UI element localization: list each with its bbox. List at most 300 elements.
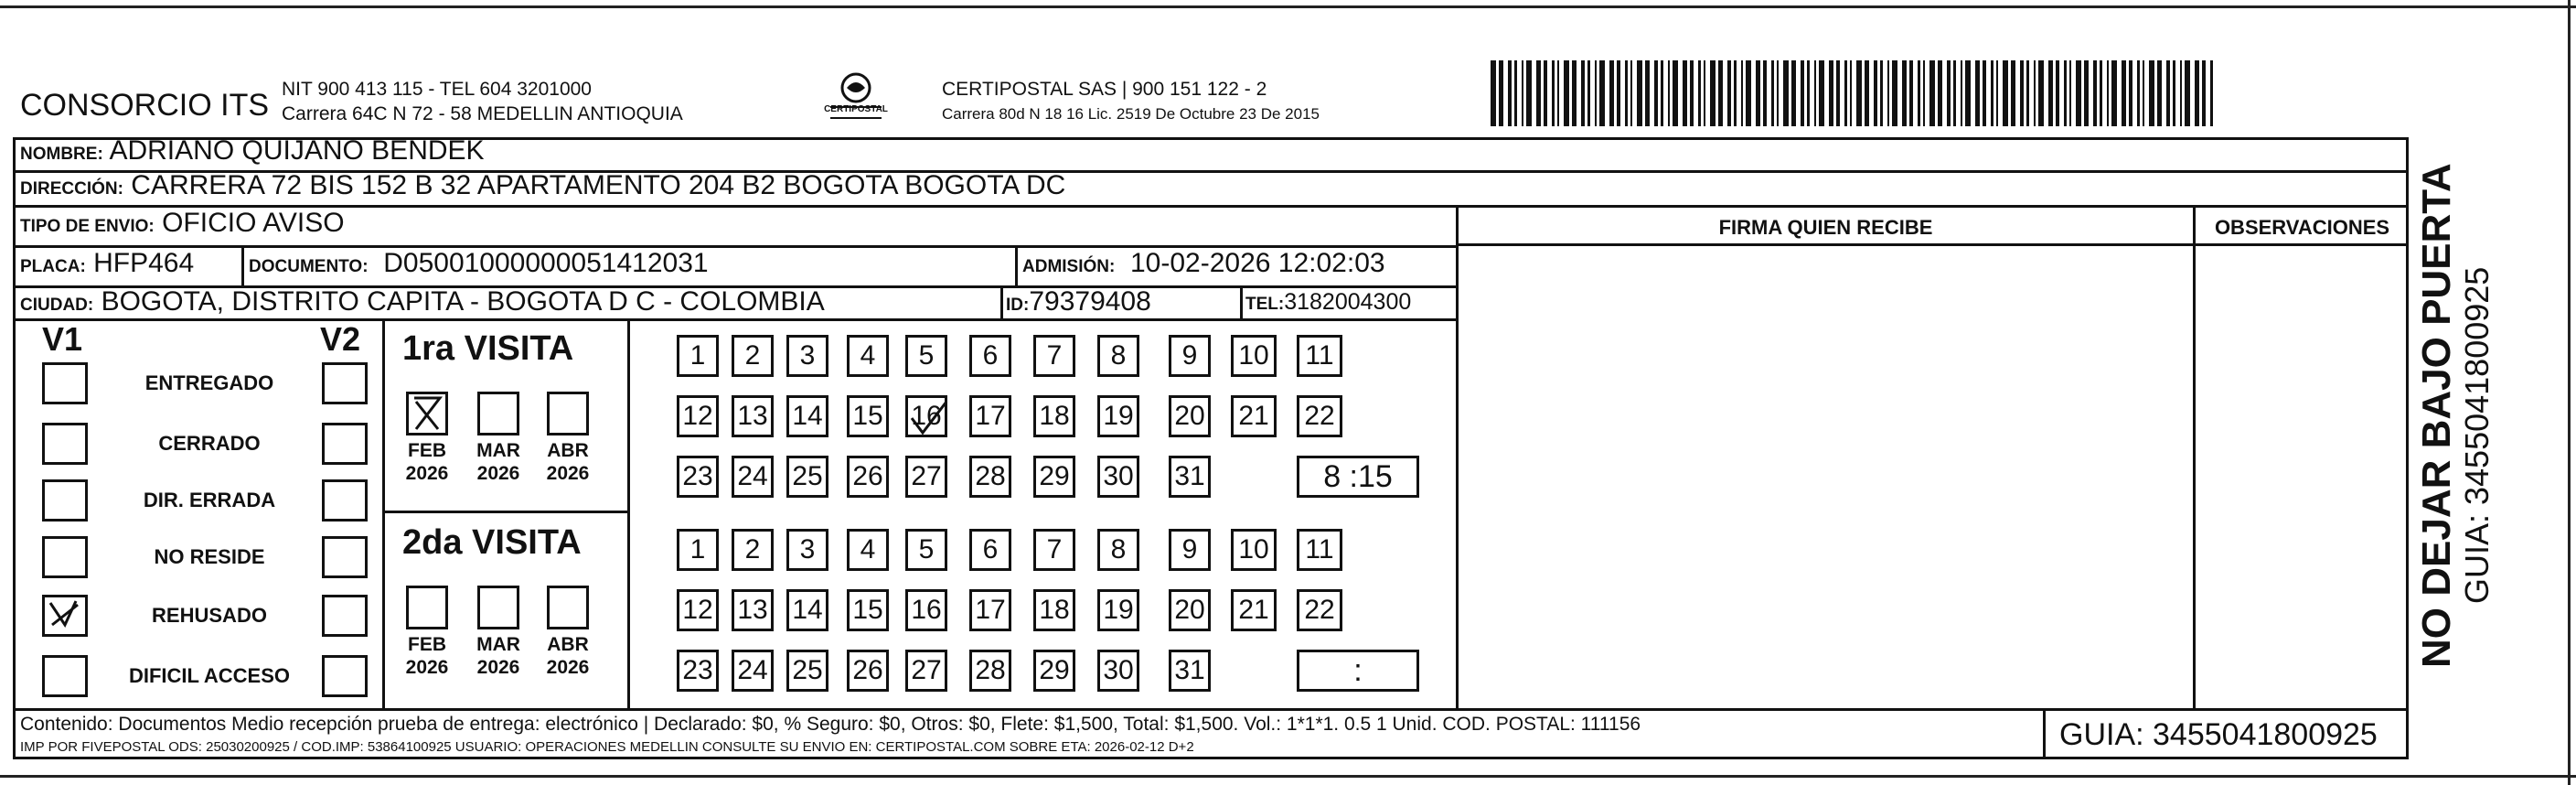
- month-label: [474, 633, 523, 679]
- day-number: 2: [744, 340, 761, 371]
- day-cell[interactable]: [732, 456, 774, 498]
- day-number: 8: [1110, 534, 1127, 565]
- id-row: [1006, 286, 1151, 317]
- status-label: DIR. ERRADA: [143, 489, 276, 511]
- month-label: [543, 633, 593, 679]
- status-label: REHUSADO: [152, 604, 267, 627]
- barcode-bar: [1791, 60, 1796, 126]
- day-number: 18: [1039, 401, 1070, 431]
- top-border: [0, 5, 2576, 8]
- guia-number: GUIA: 3455041800925: [2059, 717, 2378, 752]
- day-number: 10: [1238, 340, 1269, 371]
- barcode-bar: [1526, 60, 1532, 126]
- tipo-row: [20, 208, 345, 239]
- month-year: 2026: [546, 463, 590, 484]
- day-number: 30: [1103, 461, 1134, 491]
- day-number: 4: [860, 340, 876, 371]
- day-cell[interactable]: [905, 395, 947, 437]
- ciudad-value: BOGOTA, DISTRITO CAPITA - BOGOTA D C - COLOMBIA: [101, 286, 825, 317]
- day-cell[interactable]: [1033, 395, 1075, 437]
- firma-header: FIRMA QUIEN RECIBE: [1718, 216, 1933, 239]
- day-number: 19: [1103, 595, 1134, 625]
- barcode-bar: [1617, 60, 1620, 126]
- day-number: 14: [792, 595, 823, 625]
- barcode-bar: [1902, 60, 1907, 126]
- barcode-bar: [2149, 60, 2154, 126]
- day-cell[interactable]: [969, 456, 1011, 498]
- barcode-bar: [1564, 60, 1569, 126]
- day-number: 10: [1238, 534, 1269, 565]
- day-number: 18: [1039, 595, 1070, 625]
- month-label: [402, 439, 452, 485]
- day-number: 1: [689, 340, 706, 371]
- month-name: FEB: [408, 440, 446, 461]
- day-number: 26: [852, 655, 883, 685]
- month-year: 2026: [405, 463, 449, 484]
- day-cell[interactable]: [677, 335, 719, 377]
- day-cell[interactable]: [786, 529, 828, 571]
- day-cell[interactable]: [1169, 650, 1211, 692]
- nit-line: NIT 900 413 115 - TEL 604 3201000: [282, 79, 592, 100]
- day-cell[interactable]: [732, 335, 774, 377]
- v2-header: V2: [320, 320, 361, 358]
- barcode-bar: [1996, 60, 1998, 126]
- status-label: CERRADO: [158, 432, 261, 455]
- certipostal-logo-icon: [814, 70, 898, 126]
- month-year: 2026: [546, 657, 590, 678]
- barcode-bar: [1698, 60, 1701, 126]
- day-cell[interactable]: [732, 589, 774, 631]
- barcode-bar: [1829, 60, 1833, 126]
- right-border: [2568, 0, 2571, 785]
- barcode-bar: [1491, 60, 1496, 126]
- day-number: 15: [852, 401, 883, 431]
- barcode-bar: [1777, 60, 1779, 126]
- day-cell[interactable]: [786, 650, 828, 692]
- day-number: 9: [1181, 534, 1198, 565]
- day-cell[interactable]: [1033, 456, 1075, 498]
- day-cell[interactable]: [677, 529, 719, 571]
- visit-title: 1ra VISITA: [402, 329, 574, 368]
- day-cell[interactable]: [905, 529, 947, 571]
- col-divider: [627, 318, 630, 710]
- day-number: 7: [1046, 340, 1063, 371]
- day-number: 1: [689, 534, 706, 565]
- no-dejar-text: NO DEJAR BAJO PUERTA: [2414, 163, 2459, 668]
- day-cell[interactable]: [786, 589, 828, 631]
- day-cell[interactable]: [1231, 395, 1277, 437]
- barcode-bar: [2100, 60, 2102, 126]
- col-divider: [241, 245, 244, 287]
- footer-imp: IMP POR FIVEPOSTAL ODS: 25030200925 / COD.IMP: 53864100925 USUARIO: OPERACIONES MEDELLIN CONSULTE SU ENVIO EN: CERTIPOSTAL.COM SOBRE ETA: 2026-02-12 D+2: [20, 739, 1194, 755]
- col-divider: [382, 318, 385, 710]
- barcode-bar: [1587, 60, 1590, 126]
- day-cell[interactable]: [1033, 589, 1075, 631]
- day-cell[interactable]: [1097, 395, 1139, 437]
- barcode-bar: [2069, 60, 2071, 126]
- v1-checkbox[interactable]: [42, 595, 88, 637]
- barcode-bar: [1923, 60, 1925, 126]
- barcode-bar: [1850, 60, 1852, 126]
- day-cell[interactable]: [1097, 650, 1139, 692]
- tipo-value: OFICIO AVISO: [162, 208, 345, 238]
- month-name: ABR: [547, 634, 589, 655]
- placa-row: [20, 248, 194, 279]
- tel-label: TEL:: [1245, 295, 1285, 314]
- month-year: 2026: [405, 657, 449, 678]
- day-number: 23: [682, 655, 713, 685]
- v2-checkbox[interactable]: [322, 595, 368, 637]
- day-number: 9: [1181, 340, 1198, 371]
- day-cell[interactable]: [677, 395, 719, 437]
- day-number: 22: [1304, 401, 1335, 431]
- bottom-border: [0, 775, 2576, 778]
- month-checkbox[interactable]: [406, 392, 448, 436]
- barcode-bar: [2122, 60, 2126, 126]
- day-number: 2: [744, 534, 761, 565]
- col-divider: [2193, 205, 2196, 710]
- barcode-bar: [1983, 60, 1986, 126]
- day-number: 5: [918, 340, 935, 371]
- month-checkbox[interactable]: [477, 392, 519, 436]
- barcode-bar: [1880, 60, 1883, 126]
- nombre-label: NOMBRE:: [20, 145, 103, 164]
- barcode-bar: [1581, 60, 1585, 126]
- footer-content: Contenido: Documentos Medio recepción prueba de entrega: electrónico | Declarado: $0, % Seguro: $0, Otros: $0, Flete: $1,500, Total: $1,500. Vol.: 1*1*1. 0.5 1 Unid. COD. POSTAL: 111156: [20, 714, 1641, 735]
- barcode-bar: [1929, 60, 1935, 126]
- day-cell[interactable]: [905, 589, 947, 631]
- courier-address: Carrera 80d N 18 16 Lic. 2519 De Octubre 23 De 2015: [942, 105, 1320, 123]
- day-number: 6: [982, 340, 999, 371]
- company-address: Carrera 64C N 72 - 58 MEDELLIN ANTIOQUIA: [282, 103, 683, 124]
- day-number: 3: [799, 534, 816, 565]
- barcode-bar: [2107, 60, 2109, 126]
- barcode-bar: [1645, 60, 1650, 126]
- month-checkbox[interactable]: [547, 392, 589, 436]
- day-cell[interactable]: [969, 529, 1011, 571]
- row-divider: [382, 511, 630, 513]
- day-number: 3: [799, 340, 816, 371]
- day-cell[interactable]: [786, 395, 828, 437]
- month-label: [543, 439, 593, 485]
- tel-row: [1245, 289, 1411, 316]
- day-cell[interactable]: [1169, 456, 1211, 498]
- barcode-bar: [1892, 60, 1897, 126]
- day-cell[interactable]: [786, 335, 828, 377]
- day-number: 28: [975, 461, 1006, 491]
- cross-mark-icon: [409, 394, 445, 433]
- day-number: 5: [918, 534, 935, 565]
- day-number: 28: [975, 655, 1006, 685]
- tel-value: 3182004300: [1284, 289, 1412, 315]
- day-cell[interactable]: [732, 650, 774, 692]
- barcode-bar: [1801, 60, 1804, 126]
- month-year: 2026: [476, 657, 520, 678]
- barcode-bar: [1690, 60, 1694, 126]
- day-cell[interactable]: [1033, 529, 1075, 571]
- day-number: 20: [1174, 401, 1205, 431]
- barcode-bar: [2093, 60, 2097, 126]
- day-cell[interactable]: [1169, 529, 1211, 571]
- id-label: ID:: [1006, 296, 1030, 315]
- barcode-bar: [1499, 60, 1503, 126]
- tipo-label: TIPO DE ENVIO:: [20, 217, 155, 236]
- barcode-bar: [2143, 60, 2144, 126]
- barcode-bar: [1771, 60, 1774, 126]
- day-number: 31: [1174, 461, 1205, 491]
- barcode-bar: [1630, 60, 1632, 126]
- day-number: 21: [1238, 595, 1269, 625]
- day-number: 12: [682, 595, 713, 625]
- v1-checkbox[interactable]: [42, 362, 88, 404]
- day-number: 19: [1103, 401, 1134, 431]
- side-guia: GUIA: 3455041800925: [2458, 266, 2496, 604]
- barcode-bar: [2003, 60, 2008, 126]
- barcode-bar: [2157, 60, 2162, 126]
- barcode-bar: [2038, 60, 2044, 126]
- day-cell[interactable]: [1297, 395, 1342, 437]
- company-name: CONSORCIO ITS: [20, 88, 270, 123]
- direccion-value: CARRERA 72 BIS 152 B 32 APARTAMENTO 204 B2 BOGOTA BOGOTA DC: [131, 170, 1066, 200]
- direccion-label: DIRECCIÓN:: [20, 179, 123, 199]
- company-info: [282, 77, 683, 126]
- barcode-bar: [1783, 60, 1789, 126]
- day-cell[interactable]: [1169, 335, 1211, 377]
- barcode-bar: [1625, 60, 1628, 126]
- day-number: 30: [1103, 655, 1134, 685]
- barcode-bar: [1975, 60, 1980, 126]
- barcode-icon: [1491, 60, 2222, 126]
- placa-label: PLACA:: [20, 257, 86, 276]
- time-field[interactable]: 8 :15: [1297, 456, 1419, 498]
- nombre-value: ADRIANO QUIJANO BENDEK: [109, 135, 485, 166]
- barcode-bar: [2026, 60, 2029, 126]
- day-number: 17: [975, 595, 1006, 625]
- barcode-bar: [1544, 60, 1547, 126]
- day-number: 27: [911, 461, 942, 491]
- check-mark-icon: [45, 597, 85, 634]
- barcode-bar: [1961, 60, 1962, 126]
- barcode-bar: [1938, 60, 1942, 126]
- day-number: 17: [975, 401, 1006, 431]
- barcode-bar: [1909, 60, 1913, 126]
- barcode-bar: [1746, 60, 1751, 126]
- day-cell[interactable]: [732, 529, 774, 571]
- day-cell[interactable]: [1231, 589, 1277, 631]
- barcode-bar: [2020, 60, 2024, 126]
- barcode-bar: [2076, 60, 2081, 126]
- day-cell[interactable]: [847, 589, 889, 631]
- day-cell[interactable]: [1297, 529, 1342, 571]
- v1-checkbox[interactable]: [42, 655, 88, 697]
- barcode-bar: [1965, 60, 1971, 126]
- barcode-bar: [2048, 60, 2053, 126]
- day-number: 16: [911, 401, 942, 431]
- day-cell[interactable]: [905, 650, 947, 692]
- observaciones-header: OBSERVACIONES: [2214, 216, 2390, 239]
- check-mark-icon: [908, 398, 950, 440]
- v2-checkbox[interactable]: [322, 362, 368, 404]
- day-cell[interactable]: [1169, 589, 1211, 631]
- barcode-bar: [1814, 60, 1816, 126]
- day-cell[interactable]: [1097, 456, 1139, 498]
- day-number: 4: [860, 534, 876, 565]
- day-number: 7: [1046, 534, 1063, 565]
- status-label: DIFICIL ACCESO: [128, 664, 290, 687]
- day-cell[interactable]: [677, 456, 719, 498]
- v1-header: V1: [42, 320, 83, 358]
- month-checkbox[interactable]: [406, 586, 448, 629]
- nombre-row: [20, 135, 485, 167]
- month-checkbox[interactable]: [547, 586, 589, 629]
- barcode-bar: [2195, 60, 2199, 126]
- day-cell[interactable]: [847, 529, 889, 571]
- day-number: 8: [1110, 340, 1127, 371]
- day-cell[interactable]: [1097, 589, 1139, 631]
- day-number: 13: [737, 595, 768, 625]
- barcode-bar: [1704, 60, 1705, 126]
- visit-title: 2da VISITA: [402, 523, 582, 562]
- barcode-bar: [1654, 60, 1658, 126]
- v2-checkbox[interactable]: [322, 423, 368, 465]
- col-divider: [1240, 285, 1243, 320]
- barcode-bar: [1710, 60, 1716, 126]
- day-cell[interactable]: [1097, 335, 1139, 377]
- barcode-bar: [1856, 60, 1862, 126]
- day-cell[interactable]: [786, 456, 828, 498]
- day-cell[interactable]: [969, 589, 1011, 631]
- day-number: 31: [1174, 655, 1205, 685]
- day-cell[interactable]: [1169, 395, 1211, 437]
- barcode-bar: [1552, 60, 1555, 126]
- time-field[interactable]: :: [1297, 650, 1419, 692]
- documento-row: [249, 248, 709, 279]
- admision-row: [1022, 248, 1385, 279]
- day-number: 11: [1305, 340, 1334, 371]
- day-cell[interactable]: [969, 395, 1011, 437]
- logo-text: CERTIPOSTAL: [824, 104, 888, 114]
- barcode-bar: [1991, 60, 1993, 126]
- barcode-bar: [1522, 60, 1523, 126]
- barcode-bar: [1865, 60, 1869, 126]
- month-checkbox[interactable]: [477, 586, 519, 629]
- day-number: 14: [792, 401, 823, 431]
- barcode-bar: [1637, 60, 1642, 126]
- barcode-bar: [1734, 60, 1737, 126]
- v1-checkbox[interactable]: [42, 536, 88, 578]
- day-cell[interactable]: [969, 650, 1011, 692]
- day-cell[interactable]: [1033, 335, 1075, 377]
- day-number: 16: [911, 595, 942, 625]
- barcode-bar: [1508, 60, 1512, 126]
- barcode-bar: [1819, 60, 1824, 126]
- day-number: 27: [911, 655, 942, 685]
- barcode-bar: [1599, 60, 1605, 126]
- col-divider: [1015, 245, 1018, 287]
- day-number: 26: [852, 461, 883, 491]
- v2-checkbox[interactable]: [322, 479, 368, 522]
- day-cell[interactable]: [1297, 589, 1342, 631]
- barcode-bar: [2056, 60, 2059, 126]
- day-cell[interactable]: [1297, 335, 1342, 377]
- day-cell[interactable]: [1033, 650, 1075, 692]
- day-cell[interactable]: [732, 395, 774, 437]
- day-cell[interactable]: [1231, 529, 1277, 571]
- month-year: 2026: [476, 463, 520, 484]
- barcode-bar: [1887, 60, 1889, 126]
- day-number: 13: [737, 401, 768, 431]
- day-cell[interactable]: [847, 395, 889, 437]
- barcode-bar: [1536, 60, 1541, 126]
- courier-info: [942, 77, 1320, 126]
- day-cell[interactable]: [847, 335, 889, 377]
- day-cell[interactable]: [905, 456, 947, 498]
- placa-value: HFP464: [93, 248, 195, 278]
- month-name: FEB: [408, 634, 446, 655]
- day-cell[interactable]: [677, 650, 719, 692]
- barcode-bar: [1683, 60, 1687, 126]
- v1-checkbox[interactable]: [42, 479, 88, 522]
- barcode-bar: [2202, 60, 2206, 126]
- day-number: 25: [792, 655, 823, 685]
- month-label: [474, 439, 523, 485]
- day-number: 29: [1039, 461, 1070, 491]
- day-number: 11: [1305, 534, 1334, 565]
- barcode-bar: [1807, 60, 1810, 126]
- barcode-bar: [1557, 60, 1559, 126]
- col-divider: [2043, 708, 2046, 759]
- row-divider: [13, 708, 2409, 711]
- day-number: 23: [682, 461, 713, 491]
- day-number: 21: [1238, 401, 1269, 431]
- barcode-bar: [1918, 60, 1920, 126]
- documento-label: DOCUMENTO:: [249, 257, 369, 276]
- day-cell[interactable]: [905, 335, 947, 377]
- day-number: 6: [982, 534, 999, 565]
- barcode-bar: [2173, 60, 2175, 126]
- day-number: 29: [1039, 655, 1070, 685]
- barcode-bar: [2011, 60, 2015, 126]
- barcode-bar: [2129, 60, 2132, 126]
- day-cell[interactable]: [677, 589, 719, 631]
- day-number: 15: [852, 595, 883, 625]
- v2-checkbox[interactable]: [322, 536, 368, 578]
- barcode-bar: [1572, 60, 1577, 126]
- day-cell[interactable]: [1097, 529, 1139, 571]
- barcode-bar: [2185, 60, 2190, 126]
- row-divider: [13, 205, 2409, 208]
- v1-checkbox[interactable]: [42, 423, 88, 465]
- barcode-bar: [1673, 60, 1678, 126]
- month-name: MAR: [476, 634, 520, 655]
- col-divider: [1456, 205, 1459, 710]
- barcode-bar: [2166, 60, 2170, 126]
- barcode-bar: [1741, 60, 1743, 126]
- barcode-bar: [2137, 60, 2140, 126]
- day-cell[interactable]: [847, 650, 889, 692]
- barcode-bar: [1844, 60, 1847, 126]
- barcode-bar: [1514, 60, 1517, 126]
- ciudad-row: [20, 286, 825, 317]
- day-cell[interactable]: [847, 456, 889, 498]
- day-number: 25: [792, 461, 823, 491]
- barcode-bar: [1947, 60, 1951, 126]
- barcode-bar: [1756, 60, 1760, 126]
- v2-checkbox[interactable]: [322, 655, 368, 697]
- day-cell[interactable]: [969, 335, 1011, 377]
- day-cell[interactable]: [1231, 335, 1277, 377]
- day-number: 24: [737, 461, 768, 491]
